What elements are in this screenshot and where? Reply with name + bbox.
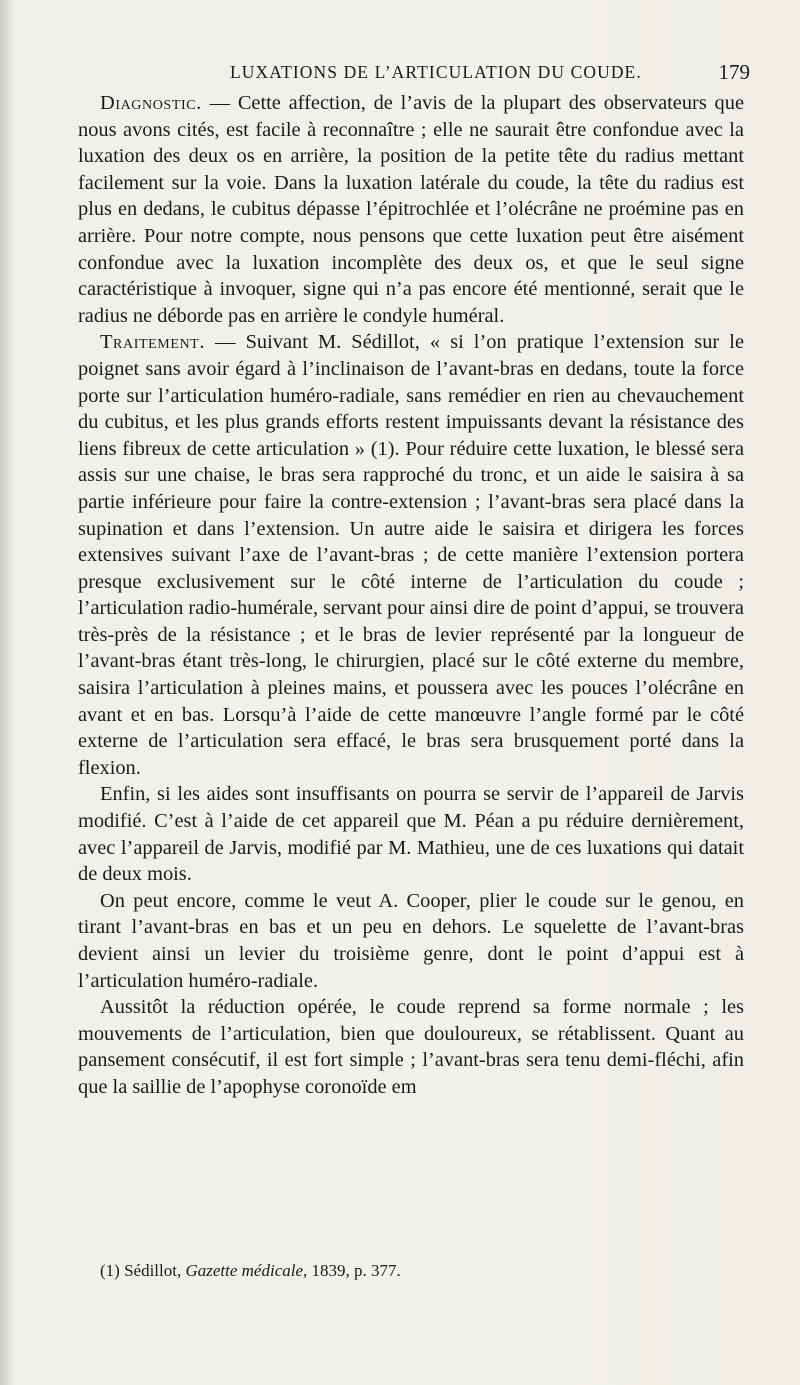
page-header bbox=[230, 62, 750, 92]
running-title: LUXATIONS DE L’ARTICULATION DU COUDE. bbox=[230, 62, 642, 82]
paragraph-text: On peut encore, comme le veut A. Cooper, plier le coude sur le genou, en tirant l’avant-bras en bas et un peu en dehors. Le squelette de l’avant-bras devient ainsi un levier du troisième genre, dont le point d’appui est à l’articulation huméro-radiale. bbox=[78, 889, 744, 992]
paragraph-text: — Cette affection, de l’avis de la plupart des observateurs que nous avons cités, est facile à reconnaître ; elle ne saurait être confondue avec la luxation des deux os en arrière, la position de la petite tête du radius mettant facilement sur la voie. Dans la luxation latérale du coude, la tête du radius est plus en dedans, le cubitus dépasse l’épitrochlée et l’olécrâne ne proémine pas en arrière. Pour notre compte, nous pensons que cette luxation peut être aisément confondue avec la luxation incomplète des deux os, et que le seul signe caractéristique à invoquer, signe qui n’a pas encore été mentionné, serait que le radius ne déborde pas en arrière le condyle huméral. bbox=[78, 92, 744, 327]
paragraph-traitement bbox=[78, 329, 744, 781]
paragraph-reduction bbox=[78, 994, 744, 1100]
section-lead-diagnostic: Diagnostic. bbox=[100, 92, 202, 114]
paragraph-text: — Suivant M. Sédillot, « si l’on pratique l’extension sur le poignet sans avoir égard à l’inclinaison de l’avant-bras en dedans, toute la force porte sur l’articulation huméro-radiale, sans remédier en rien au chevauchement du cubitus, et les plus grands efforts restent impuissants devant la résistance des liens fibreux de cette articulation » (1). Pour réduire cette luxation, le blessé sera assis sur une chaise, le bras sera rapproché du tronc, et un aide le saisira à sa partie inférieure pour faire la contre-extension ; l’avant-bras sera placé dans la supination et dans l’extension. Un autre aide le saisira et dirigera les forces extensives suivant l’axe de l’avant-bras ; de cette manière l’extension portera presque exclusivement sur le côté interne de l’articulation du coude ; l’articulation radio-humérale, servant pour ainsi dire de point d’appui, se trouvera très-près de la résistance ; et le bras de levier représenté par la longueur de l’avant-bras étant très-long, le chirurgien, placé sur le côté externe du membre, saisira l’articulation à pleines mains, et poussera avec les pouces l’olécrâne en avant et en bas. Lorsqu’à l’aide de cette manœuvre l’angle formé par le côté externe de l’articulation sera effacé, le bras sera brusquement porté dans la flexion. bbox=[78, 331, 744, 779]
paragraph-cooper bbox=[78, 888, 744, 994]
section-lead-traitement: Traitement. bbox=[100, 331, 206, 354]
footnote-source: Gazette médicale, bbox=[185, 1261, 308, 1280]
paragraph-diagnostic bbox=[78, 90, 744, 329]
paragraph-text: Enfin, si les aides sont insuffisants on pourra se servir de l’appareil de Jarvis modifié. C’est à l’aide de cet appareil que M. Péan a pu réduire dernièrement, avec l’appareil de Jarvis, modifié par M. Mathieu, une de ces luxations qui datait de deux mois. bbox=[78, 783, 744, 886]
paragraph-jarvis bbox=[78, 781, 744, 887]
footnote-marker: (1) Sédillot, bbox=[100, 1261, 182, 1280]
page-number: 179 bbox=[718, 60, 750, 84]
footnote-details: 1839, p. 377. bbox=[311, 1261, 401, 1280]
paragraph-text: Aussitôt la réduction opérée, le coude reprend sa forme normale ; les mouvements de l’articulation, bien que douloureux, se rétablissent. Quant au pansement consécutif, il est fort simple ; l’avant-bras sera tenu demi-fléchi, afin que la saillie de l’apophyse coronoïde em bbox=[78, 996, 744, 1098]
footnote bbox=[100, 1261, 740, 1281]
binding-shadow bbox=[0, 0, 16, 1385]
body-text bbox=[78, 90, 744, 1101]
